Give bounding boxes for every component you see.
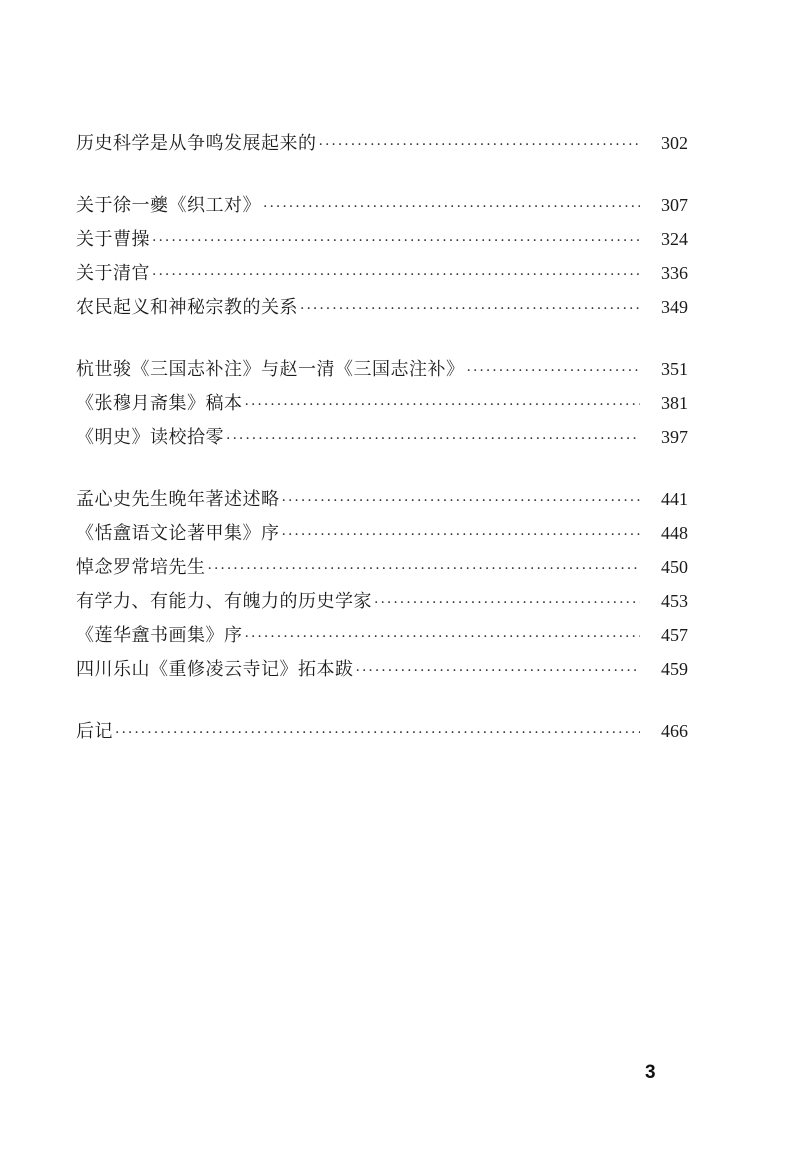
toc-entry[interactable] [76, 652, 688, 686]
toc-entry[interactable] [76, 482, 688, 516]
toc-entry-page: 448 [661, 523, 688, 543]
toc-entry-page: 336 [661, 263, 688, 283]
toc-entry-title: 《张穆月斋集》稿本 [76, 393, 243, 414]
toc-entry-title: 《莲华盦书画集》序 [76, 625, 243, 646]
dot-leader [152, 258, 640, 292]
toc-group [76, 714, 688, 748]
toc-entry-page: 397 [661, 427, 688, 447]
toc-entry[interactable] [76, 290, 688, 324]
toc-entry-page: 324 [661, 229, 688, 249]
toc-entry-page: 349 [661, 297, 688, 317]
toc-entry[interactable] [76, 550, 688, 584]
dot-leader [319, 128, 641, 162]
toc-entry-title: 后记 [76, 721, 113, 742]
toc-entry-title: 四川乐山《重修凌云寺记》拓本跋 [76, 659, 354, 680]
toc-entry-title: 历史科学是从争鸣发展起来的 [76, 133, 317, 154]
toc-entry[interactable] [76, 188, 688, 222]
toc-entry-page: 450 [661, 557, 688, 577]
dot-leader [152, 224, 640, 258]
toc-group [76, 126, 688, 160]
dot-leader [208, 552, 641, 586]
toc-group [76, 352, 688, 454]
dot-leader [467, 354, 641, 388]
dot-leader [300, 292, 640, 326]
dot-leader [356, 654, 641, 688]
toc-entry-title: 关于清官 [76, 263, 150, 284]
dot-leader [245, 388, 641, 422]
toc-entry-title: 关于曹操 [76, 229, 150, 250]
toc-entry-page: 441 [661, 489, 688, 509]
dot-leader [115, 716, 640, 750]
toc-group [76, 188, 688, 324]
toc-entry-page: 466 [661, 721, 688, 741]
dot-leader [374, 586, 640, 620]
dot-leader [245, 620, 641, 654]
dot-leader [282, 518, 641, 552]
table-of-contents [76, 126, 688, 776]
toc-entry-page: 381 [661, 393, 688, 413]
dot-leader [226, 422, 640, 456]
toc-entry-title: 农民起义和神秘宗教的关系 [76, 297, 298, 318]
toc-entry[interactable] [76, 714, 688, 748]
toc-entry-page: 302 [661, 133, 688, 153]
toc-entry[interactable] [76, 618, 688, 652]
toc-entry[interactable] [76, 256, 688, 290]
toc-entry-page: 457 [661, 625, 688, 645]
toc-entry[interactable] [76, 126, 688, 160]
toc-entry-title: 悼念罗常培先生 [76, 557, 206, 578]
toc-entry-title: 杭世骏《三国志补注》与赵一清《三国志注补》 [76, 359, 465, 380]
toc-entry[interactable] [76, 352, 688, 386]
dot-leader [282, 484, 641, 518]
toc-entry-title: 《恬盦语文论著甲集》序 [76, 523, 280, 544]
dot-leader [263, 190, 640, 224]
toc-group [76, 482, 688, 686]
toc-entry-page: 459 [661, 659, 688, 679]
toc-entry-title: 孟心史先生晚年著述述略 [76, 489, 280, 510]
toc-entry-page: 453 [661, 591, 688, 611]
toc-entry-title: 关于徐一夔《织工对》 [76, 195, 261, 216]
page-number: 3 [645, 1062, 656, 1083]
toc-entry-title: 有学力、有能力、有魄力的历史学家 [76, 591, 372, 612]
toc-entry-page: 307 [661, 195, 688, 215]
toc-entry-page: 351 [661, 359, 688, 379]
toc-entry[interactable] [76, 386, 688, 420]
toc-entry[interactable] [76, 222, 688, 256]
toc-entry[interactable] [76, 516, 688, 550]
toc-entry-title: 《明史》读校拾零 [76, 427, 224, 448]
toc-entry[interactable] [76, 584, 688, 618]
toc-entry[interactable] [76, 420, 688, 454]
